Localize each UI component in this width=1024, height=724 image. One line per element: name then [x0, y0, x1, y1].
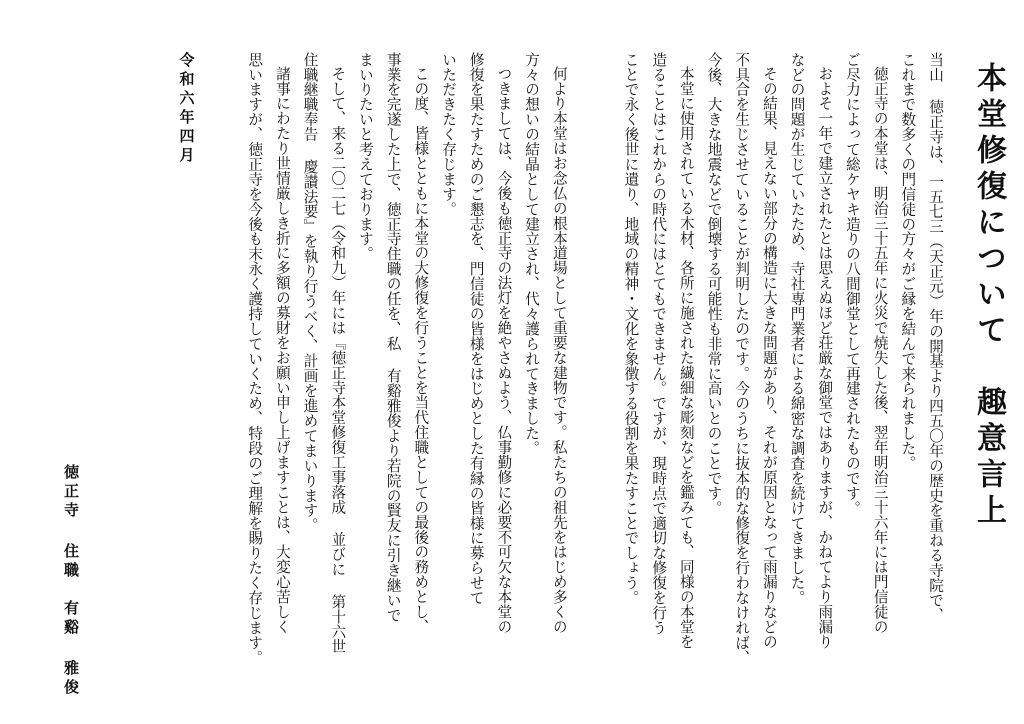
- paragraph-line: そして、来る二〇二七（令和九）年には『徳正寺本堂修復工事落成 並びに 第十六世: [329, 66, 347, 654]
- document-date: 令和六年四月: [177, 52, 196, 166]
- paragraph-line: およそ一年で建立されたとは思えぬほど荘厳な御堂ではありますが、かねてより雨漏り: [816, 66, 834, 650]
- date-gap: [200, 52, 240, 704]
- paragraph-line: その結果、見えない部分の構造に大きな問題があり、それが原因となって雨漏りなどの: [760, 66, 778, 650]
- paragraph-line: 修復を果たすためのご懇志を、門信徒の皆様をはじめとした有縁の皆様に募らせて: [467, 52, 485, 606]
- paragraph-line: ご尽力によって総ケヤキ造りの八間御堂として再建されたものです。: [843, 52, 861, 516]
- paragraph-line: これまで数多くの門信徒の方々がご縁を結んで来られました。: [899, 52, 917, 471]
- paragraph-line: つきましては、今後も徳正寺の法灯を絶やさぬよう、仏事勤修に必要不可欠な本堂の: [495, 66, 513, 635]
- paragraph-gap: [572, 52, 616, 704]
- paragraph-line: まいりたいと考えております。: [356, 52, 374, 262]
- paragraph-line: ことで永く後世に遺り、地域の精神・文化を象徴する役割を果たすことでしょう。: [622, 52, 640, 606]
- paragraph-line: 当山 徳正寺は、一五七三（天正元）年の開基より四五〇年の歴史を重ねる寺院で、: [927, 52, 944, 623]
- paragraph-line: 造ることはこれからの時代にはとてもできません。ですが、現時点で適切な修復を行う: [650, 52, 668, 636]
- paragraph-line: 不具合を生じさせていることが判明したのです。今のうちに抜本的な修復を行わなければ、: [733, 52, 751, 665]
- paragraph-line: 何より本堂はお念仏の根本道場として重要な建物です。私たちの祖先をはじめ多くの: [550, 66, 568, 635]
- paragraph-line: などの問題が生じていたため、寺社専門業者による綿密な調査を続けてきました。: [788, 52, 806, 606]
- paragraph-line: 方々の想いの結晶として建立され、代々護られてきました。: [523, 52, 541, 456]
- paragraph-line: 本堂に使用されている木材、各所に施された繊細な彫刻などを鑑みても、同様の本堂を: [677, 66, 695, 650]
- signature: 徳正寺 住職 有谿 雅俊: [62, 464, 80, 698]
- paragraph-line: 住職継職奉告 慶讃法要』を執り行うべく、計画を進めてまいります。: [301, 52, 319, 533]
- paragraph-line: 今後、大きな地震などで倒壊する可能性も非常に高いとのことです。: [705, 52, 723, 516]
- paragraph-line: 諸事にわたり世情厳しき折に多額の募財をお願い申し上げますことは、大変心苦しく: [273, 66, 291, 635]
- paragraph-line: 事業を完遂した上で、徳正寺住職の任を、私 有谿雅俊より若院の賢友に引き継いで: [384, 52, 402, 623]
- paragraph-line: 思いますが、徳正寺を今後も末永く護持していくため、特段のご理解を賜りたく存じます。: [246, 52, 264, 665]
- document-title: 本堂修復について 趣意言上: [971, 62, 1006, 530]
- paragraph-line: 徳正寺の本堂は、明治三十五年に火災で焼失した後、翌年明治三十六年には門信徒の: [871, 66, 889, 635]
- paragraph-line: この度、皆様とともに本堂の大修復を行うことを当代住職としての最後の務めとし、: [412, 66, 430, 635]
- paragraph-line: いただきたく存じます。: [440, 52, 457, 217]
